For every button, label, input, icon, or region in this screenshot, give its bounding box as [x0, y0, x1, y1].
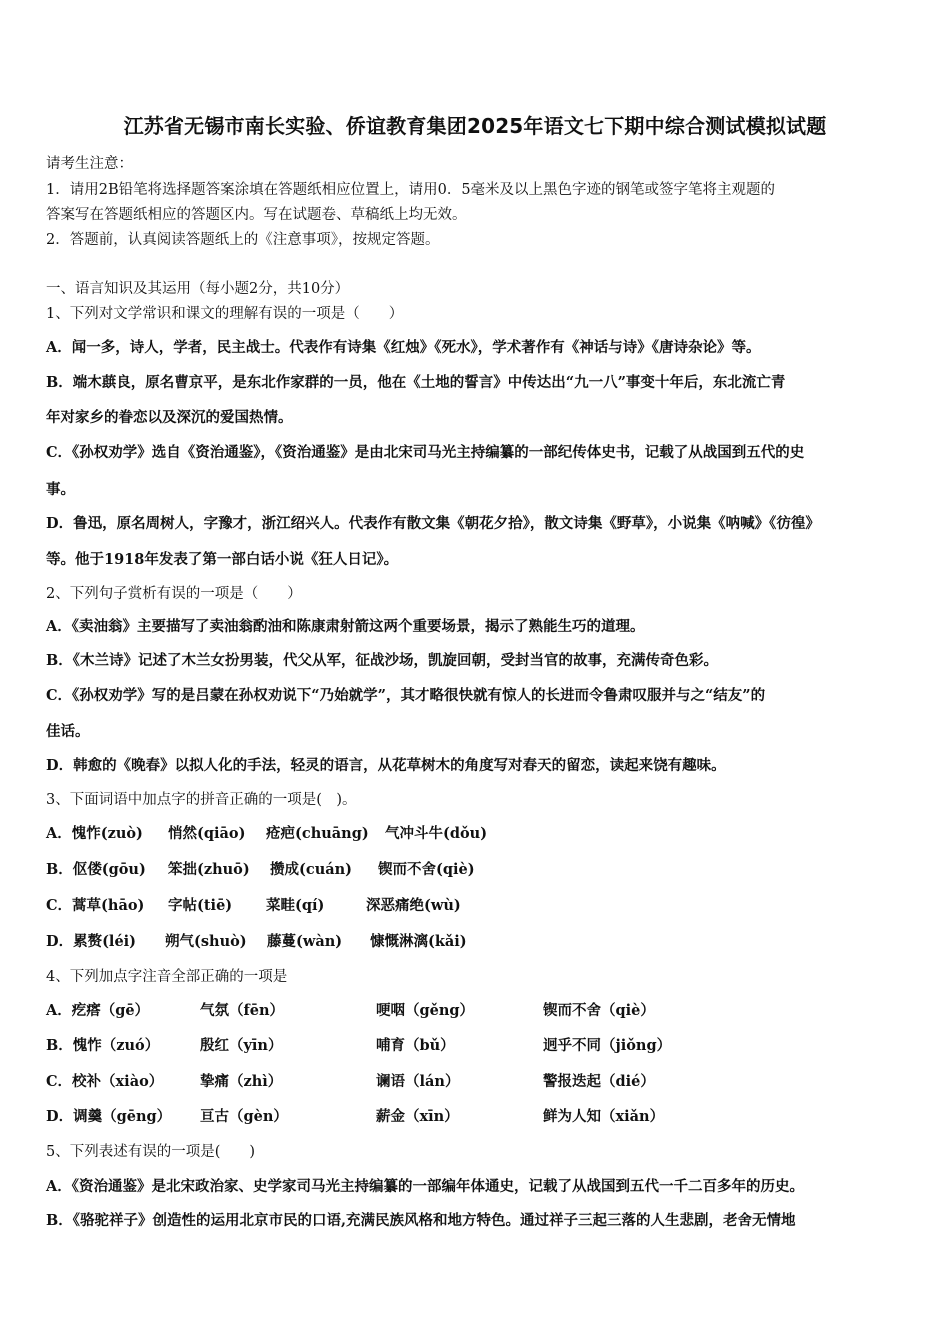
q4-option: 薪金（xīn）: [376, 1108, 459, 1125]
q3-option: 朔气(shuò): [165, 933, 247, 950]
q4-option: D．调羹（gēng）: [46, 1108, 172, 1125]
q4-option: C．校补（xiào）: [46, 1073, 164, 1090]
option-d: D．鲁迅，原名周树人，字豫才，浙江绍兴人。代表作有散文集《朝花夕拾》，散文诗集《野草》，小说集《呐喊》《彷徨》: [46, 515, 820, 532]
option-c: C．《孙权劝学》选自《资治通鉴》，《资治通鉴》是由北宋司马光主持编纂的一部纪传体史书，记载了从战国到五代的史: [46, 444, 805, 461]
notice-line: 1．请用2B铅笔将选择题答案涂填在答题纸相应位置上，请用0．5毫米及以上黑色字迹的钢笔或签字笔将主观题的: [46, 182, 776, 198]
option-c: C．《孙权劝学》写的是吕蒙在孙权劝说下“乃始就学”，其才略很快就有惊人的长进而令鲁肃叹服并与之“结友”的: [46, 687, 766, 704]
option-continuation: 佳话。: [46, 723, 90, 740]
q3-option: 疮疤(chuāng): [266, 825, 369, 842]
q4-option: 哽咽（gěng）: [376, 1002, 475, 1019]
q4-option: 挚痛（zhì）: [200, 1073, 283, 1090]
q4-option: 亘古（gèn）: [200, 1108, 288, 1125]
q3-option: 锲而不舍(qiè): [378, 861, 475, 878]
question-stem: 2、下列句子赏析有误的一项是（ ）: [46, 586, 302, 602]
section-heading: 一、语言知识及其运用（每小题2分，共10分）: [46, 281, 350, 297]
page-title: 江苏省无锡市南长实验、侨谊教育集团2025年语文七下期中综合测试模拟试题: [123, 114, 827, 138]
q4-option: 迥乎不同（jiǒng）: [543, 1037, 672, 1054]
option-b: B．《骆驼祥子》创造性的运用北京市民的口语,充满民族风格和地方特色。通过祥子三起三落的人生悲剧，老舍无情地: [46, 1212, 796, 1229]
q3-option: B．伛偻(gōu): [46, 861, 146, 878]
option-a: A．闻一多，诗人，学者，民主战士。代表作有诗集《红烛》《死水》，学术著作有《神话与诗》《唐诗杂论》等。: [46, 339, 761, 356]
q3-option: 藤蔓(wàn): [267, 933, 343, 950]
option-continuation: 年对家乡的眷恋以及深沉的爱国热情。: [46, 409, 293, 426]
q4-option: 气氛（fēn）: [200, 1002, 285, 1019]
q4-option: B．愧怍（zuó）: [46, 1037, 160, 1054]
notice-line: 2．答题前，认真阅读答题纸上的《注意事项》，按规定答题。: [46, 232, 440, 248]
q4-option: 哺育（bǔ）: [376, 1037, 455, 1054]
q3-option: 慷慨淋漓(kǎi): [370, 933, 467, 950]
notice-line: 答案写在答题纸相应的答题区内。写在试题卷、草稿纸上均无效。: [46, 207, 467, 223]
q3-option: A．愧怍(zuò): [46, 825, 143, 842]
option-b: B．《木兰诗》记述了木兰女扮男装，代父从军，征战沙场，凯旋回朝，受封当官的故事，充满传奇色彩。: [46, 652, 719, 669]
q4-option: 殷红（yīn）: [200, 1037, 283, 1054]
q4-option: 警报迭起（dié）: [543, 1073, 655, 1090]
notice-heading: 请考生注意：: [46, 156, 133, 172]
q3-option: 气冲斗牛(dǒu): [385, 825, 488, 842]
option-b: B．端木蕻良，原名曹京平，是东北作家群的一员，他在《土地的誓言》中传达出“九一八”事变十年后，东北流亡青: [46, 374, 786, 391]
q3-option: 深恶痛绝(wù): [366, 897, 461, 914]
q3-option: 字帖(tiē): [168, 897, 233, 914]
option-a: A．《资治通鉴》是北宋政治家、史学家司马光主持编纂的一部编年体通史，记载了从战国到五代一千二百多年的历史。: [46, 1178, 804, 1195]
q4-option: 谰语（lán）: [376, 1073, 460, 1090]
question-stem: 1、下列对文学常识和课文的理解有误的一项是（ ）: [46, 306, 404, 322]
q3-option: D．累赘(léi): [46, 933, 137, 950]
q3-option: 攒成(cuán): [270, 861, 353, 878]
q4-option: 锲而不舍（qiè）: [543, 1002, 655, 1019]
q3-option: 笨拙(zhuō): [168, 861, 250, 878]
q3-option: C．蒿草(hāo): [46, 897, 145, 914]
question-stem: 5、下列表述有误的一项是( ): [46, 1144, 256, 1160]
q4-option: A．疙瘩（gē）: [46, 1002, 150, 1019]
q4-option: 鲜为人知（xiǎn）: [543, 1108, 665, 1125]
question-stem: 4、下列加点字注音全部正确的一项是: [46, 969, 288, 985]
q3-option: 悄然(qiāo): [168, 825, 246, 842]
option-continuation: 等。他于1918年发表了第一部白话小说《狂人日记》。: [46, 551, 399, 568]
option-d: D．韩愈的《晚春》以拟人化的手法，轻灵的语言，从花草树木的角度写对春天的留恋，读起来饶有趣味。: [46, 757, 726, 774]
option-continuation: 事。: [46, 481, 75, 498]
q3-option: 菜畦(qí): [266, 897, 325, 914]
question-stem: 3、下面词语中加点字的拼音正确的一项是( )。: [46, 792, 357, 808]
option-a: A．《卖油翁》主要描写了卖油翁酌油和陈康肃射箭这两个重要场景，揭示了熟能生巧的道理。: [46, 618, 645, 635]
